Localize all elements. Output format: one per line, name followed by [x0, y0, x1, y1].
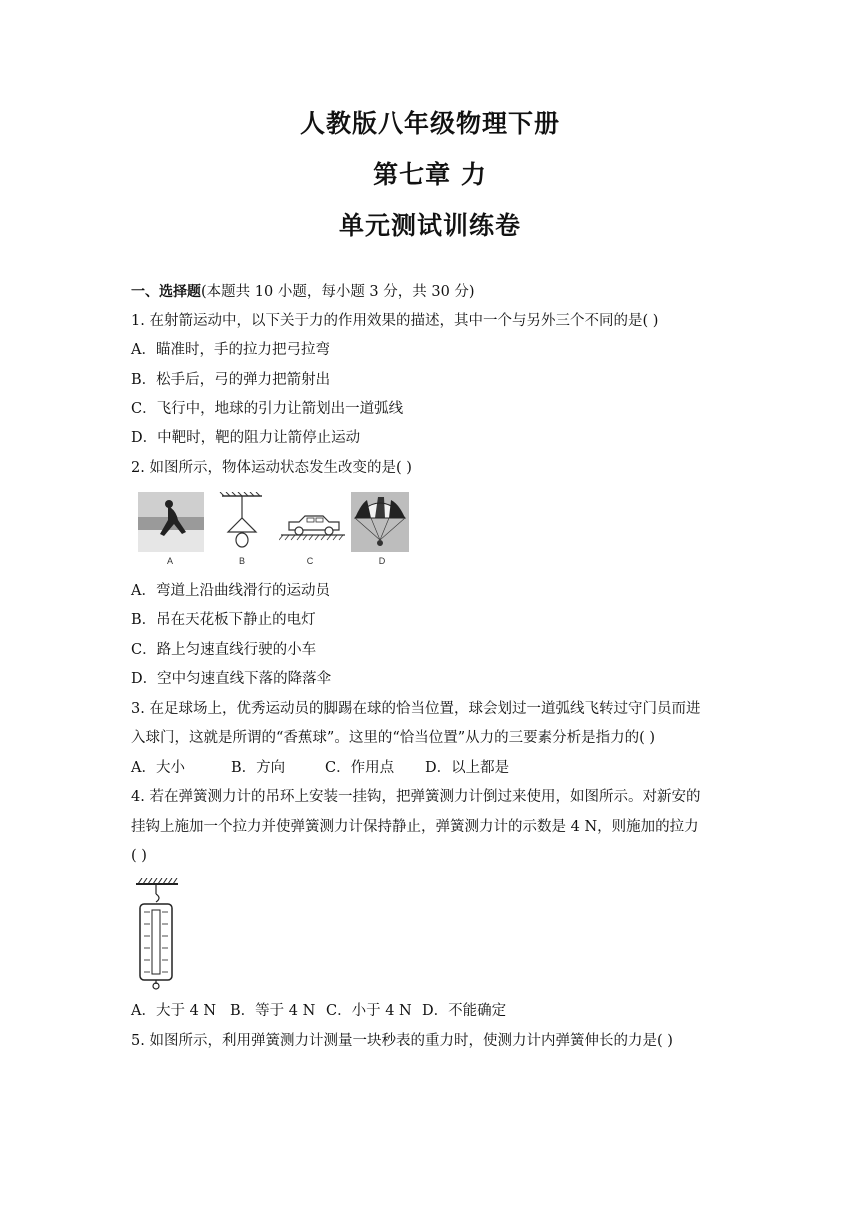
q1-option-c: C．飞行中，地球的引力让箭划出一道弧线 — [131, 401, 404, 417]
figure-label-d: D — [378, 556, 386, 566]
section-label: 一、选择题 — [131, 284, 201, 300]
q1-option-a: A．瞄准时，手的拉力把弓拉弯 — [131, 342, 330, 358]
q1-option-b: B．松手后，弓的弹力把箭射出 — [131, 372, 331, 388]
spring-scale-diagram — [134, 878, 182, 990]
q4-option-c: C．小于 4 N — [326, 1003, 412, 1019]
figure-label-b: B — [238, 556, 245, 566]
doc-title: 人教版八年级物理下册 — [299, 109, 560, 138]
q4-option-a: A．大于 4 N — [131, 1003, 217, 1019]
section-heading — [131, 282, 731, 302]
q4-stem-line3: ( ) — [131, 848, 147, 864]
q3-options — [131, 758, 731, 778]
q2-option-b: B．吊在天花板下静止的电灯 — [131, 612, 316, 628]
figure-label-a: A — [166, 556, 173, 566]
figure-label-c: C — [306, 556, 314, 566]
q3-option-b: B．方向 — [231, 760, 286, 776]
q1-stem: 1. 在射箭运动中，以下关于力的作用效果的描述，其中一个与另外三个不同的是( ) — [131, 313, 659, 329]
car-diagram — [279, 492, 347, 552]
q3-stem-line2: 入球门，这就是所谓的“香蕉球”。这里的“恰当位置”从力的三要素分析是指力的( ) — [131, 730, 656, 746]
q3-option-a: A．大小 — [131, 760, 185, 776]
q4-stem-line1: 4. 若在弹簧测力计的吊环上安装一挂钩，把弹簧测力计倒过来使用，如图所示。对新安的 — [131, 789, 701, 805]
q2-figure — [136, 492, 416, 572]
q4-option-d: D．不能确定 — [422, 1003, 507, 1019]
parachute-image — [351, 492, 409, 552]
q5-stem: 5. 如图所示，利用弹簧测力计测量一块秒表的重力时，使测力计内弹簧伸长的力是( ) — [131, 1033, 673, 1049]
q3-stem-line1: 3. 在足球场上，优秀运动员的脚踢在球的恰当位置，球会划过一道弧线飞转过守门员而进 — [131, 701, 701, 717]
skater-image — [138, 492, 204, 552]
test-title: 单元测试训练卷 — [338, 211, 521, 240]
q3-option-d: D．以上都是 — [425, 760, 510, 776]
q2-option-c: C．路上匀速直线行驶的小车 — [131, 642, 317, 658]
q3-option-c: C．作用点 — [325, 760, 395, 776]
q4-options — [131, 1001, 731, 1021]
q4-stem-line2: 挂钩上施加一个拉力并使弹簧测力计保持静止，弹簧测力计的示数是 4 N，则施加的拉力 — [131, 819, 699, 835]
q2-stem: 2. 如图所示，物体运动状态发生改变的是( ) — [131, 460, 412, 476]
chapter-title: 第七章 力 — [373, 160, 487, 189]
section-note: (本题共 10 小题，每小题 3 分，共 30 分) — [201, 284, 475, 300]
q2-option-d: D．空中匀速直线下落的降落伞 — [131, 671, 332, 687]
hanging-lamp-diagram — [216, 492, 268, 554]
q1-option-d: D．中靶时，靶的阻力让箭停止运动 — [131, 430, 361, 446]
q2-option-a: A．弯道上沿曲线滑行的运动员 — [131, 583, 330, 599]
q4-option-b: B．等于 4 N — [230, 1003, 316, 1019]
